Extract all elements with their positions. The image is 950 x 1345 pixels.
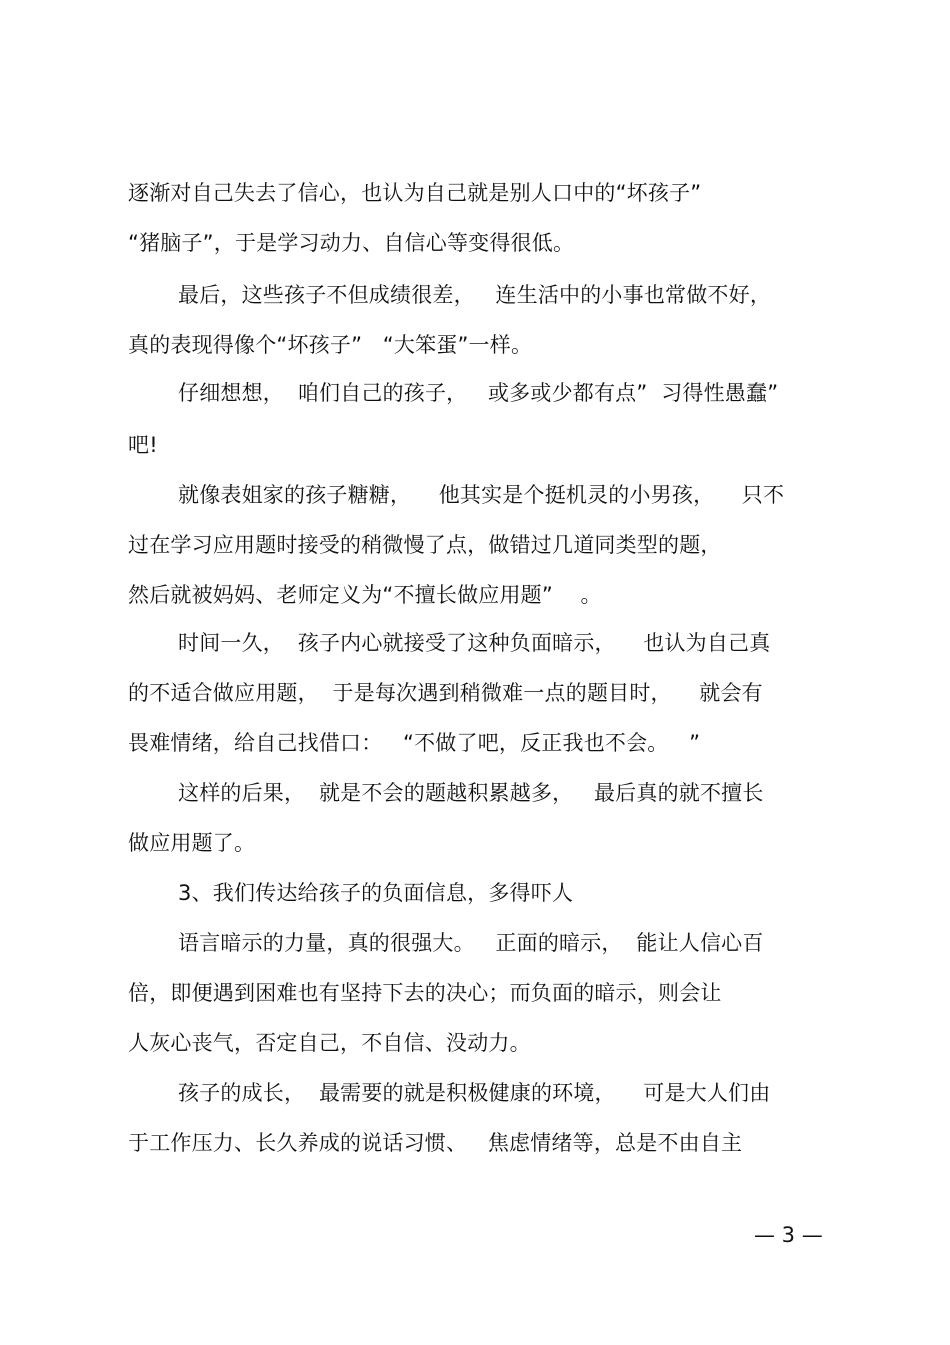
text-line: 孩子的成长， 最需要的就是积极健康的环境， 可是大人们由 bbox=[178, 1081, 771, 1105]
text-line: 畏难情绪，给自己找借口： “不做了吧，反正我也不会。 ” bbox=[128, 731, 701, 755]
text-line: 人灰心丧气，否定自己，不自信、没动力。 bbox=[128, 1031, 531, 1055]
text-line: 逐渐对自己失去了信心，也认为自己就是别人口中的“坏孩子” bbox=[128, 181, 702, 205]
text-line: 于工作压力、长久养成的说话习惯、 焦虑情绪等，总是不由自主 bbox=[128, 1131, 743, 1155]
text-line: “猪脑子”，于是学习动力、自信心等变得很低。 bbox=[128, 231, 575, 255]
text-line: 这样的后果， 就是不会的题越积累越多， 最后真的就不擅长 bbox=[178, 781, 764, 805]
text-line: 然后就被妈妈、老师定义为“不擅长做应用题” 。 bbox=[128, 583, 602, 607]
text-line: 语言暗示的力量，真的很强大。 正面的暗示， 能让人信心百 bbox=[178, 931, 764, 955]
text-line: 倍，即便遇到困难也有坚持下去的决心；而负面的暗示，则会让 bbox=[128, 981, 722, 1005]
section-heading: 3、我们传达给孩子的负面信息，多得吓人 bbox=[178, 881, 574, 905]
text-line: 时间一久， 孩子内心就接受了这种负面暗示， 也认为自己真 bbox=[178, 631, 771, 655]
text-line: 过在学习应用题时接受的稍微慢了点，做错过几道同类型的题， bbox=[128, 533, 722, 557]
text-line: 仔细想想， 咱们自己的孩子， 或多或少都有点” 习得性愚蠢” bbox=[178, 381, 779, 405]
text-line: 的不适合做应用题， 于是每次遇到稍微难一点的题目时， 就会有 bbox=[128, 681, 763, 705]
text-line: 就像表姐家的孩子糖糖， 他其实是个挺机灵的小男孩， 只不 bbox=[178, 483, 785, 507]
text-line: 做应用题了。 bbox=[128, 831, 256, 855]
text-line: 真的表现得像个“坏孩子” “大笨蛋”一样。 bbox=[128, 333, 533, 357]
text-line: 最后，这些孩子不但成绩很差， 连生活中的小事也常做不好， bbox=[178, 283, 772, 307]
page-number: — 3 — bbox=[754, 1223, 823, 1247]
text-line: 吧! bbox=[128, 433, 158, 457]
